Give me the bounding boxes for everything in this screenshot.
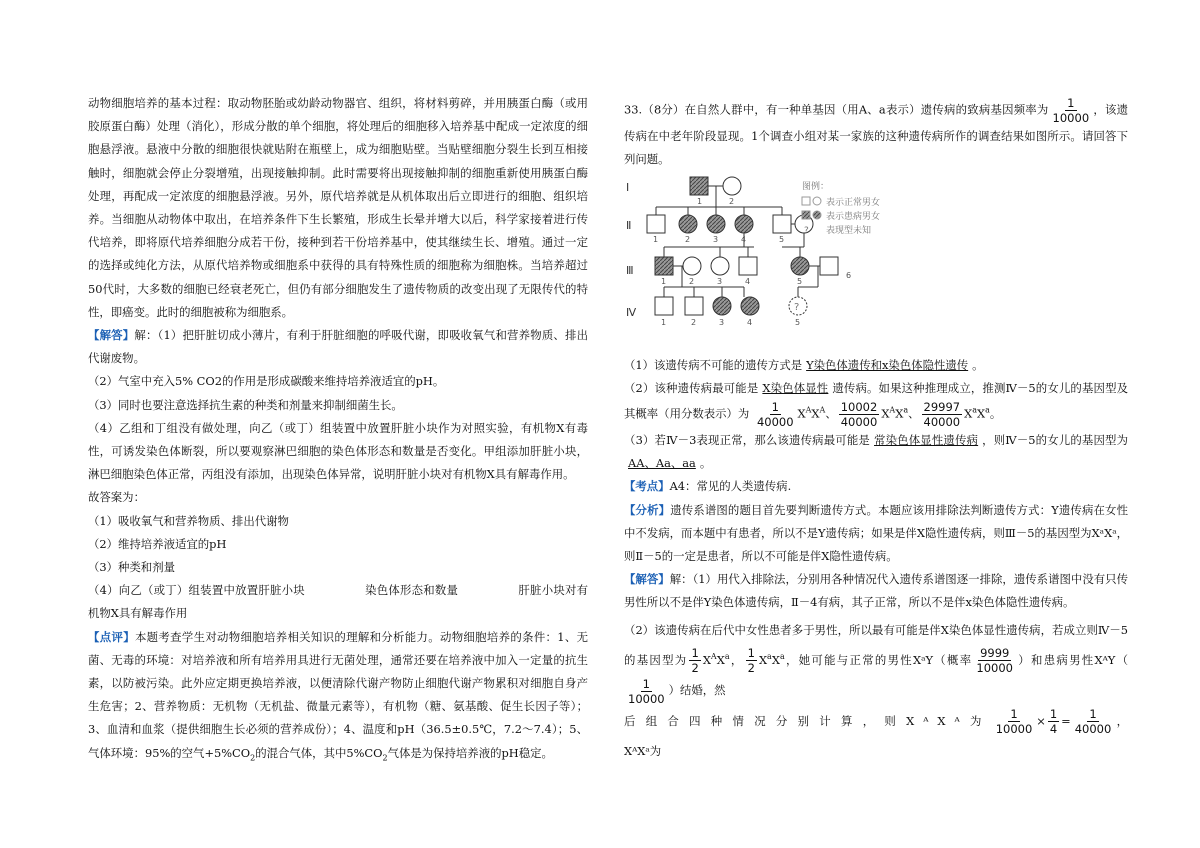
svg-text:1: 1 (653, 235, 659, 245)
answer-paragraph-1: 【解答】解：（1）把肝脏切成小薄片，有利于肝脏细胞的呼吸代谢，即吸收氧气和营养物质、排出代谢废物。 (88, 328, 588, 366)
review-paragraph: 【点评】本题考查学生对动物细胞培养相关知识的理解和分析能力。动物细胞培养的条件：1、无菌、无毒的环境：对培养液和所有培养用具进行无菌处理，通常还要在培养液中加入一定量的抗生素，以防被污染。此外应定期更换培养液，以便清除代谢产物防止细胞代谢产物累积对细胞自身产生危害；2、营养物质：无机物（无机盐、微量元素等），有机物（糖、氨基酸、促生长因子等）；3、血清和血浆（提供细胞生长必须的营养成份）；4、温度和pH（36.5±0.5℃，7.2～7.4）；5、气体环境：95%的空气$+5\%CO_2$的混合气体，其中$5\%CO_2$气体是为保持培养液的pH稳定。 (88, 629, 588, 762)
svg-text:4: 4 (747, 318, 753, 328)
svg-text:3: 3 (713, 235, 719, 245)
fraction-3: $\frac{29997}{40000}$ (923, 400, 961, 430)
svg-text:?: ? (794, 302, 800, 314)
svg-text:6: 6 (846, 271, 852, 281)
knowledge-point: 【考点】A4：常见的人类遗传病. (624, 479, 792, 494)
svg-text:2: 2 (685, 235, 691, 245)
fraction-2: $\frac{10002}{40000}$ (840, 400, 878, 430)
legend-unknown: 表现型未知 (826, 226, 872, 237)
gen-label-2: Ⅱ (626, 219, 632, 233)
pedigree-chart (624, 173, 924, 341)
question-33: 33.（8分）在自然人群中，有一种单基因（用A、a表示）遗传病的致病基因频率为 $\frac{1}{10000}$ ，该遗传病在中老年阶段显现。1个调查小组对某一家族的这种遗传病所作的调查结果如图所示。请回答下列问题。 (624, 96, 1128, 167)
question-part-3: （3）若Ⅳ－3表现正常，那么该遗传病最可能是 常染色体显性遗传病 ，则Ⅳ－5的女儿的基因型为AA、Aa、aa 。 (624, 433, 1128, 471)
svg-text:5: 5 (797, 277, 803, 287)
legend-affected: 表示患病男女 (826, 212, 881, 223)
svg-text:3: 3 (719, 318, 725, 328)
svg-text:1: 1 (697, 197, 703, 207)
paragraph-intro: 动物细胞培养的基本过程：取动物胚胎或幼龄动物器官、组织，将材料剪碎，并用胰蛋白酶（或用胶原蛋白酶）处理（消化），形成分散的单个细胞，将处理后的细胞移入培养基中配成一定浓度的细胞悬浮液。悬液中分散的细胞很快就贴附在瓶壁上，成为细胞贴壁。当贴壁细胞分裂生长到互相接触时，细胞就会停止分裂增殖，出现接触抑制。此时需要将出现接触抑制的细胞重新使用胰蛋白酶处理，再配成一定浓度的细胞悬浮液。另外，原代培养就是从机体取出后立即进行的细胞、组织培养。当细胞从动物体中取出，在培养条件下生长繁殖，形成生长晕并增大以后，科学家接着进行传代培养，即将原代培养细胞分成若干份，接种到若干份培养基中，使其继续生长、增殖。通过一定的选择或纯化方法，从原代培养物或细胞系中获得的具有特殊性质的细胞称为细胞株。当培养超过50代时，大多数的细胞已经衰老死亡，但仍有部分细胞发生了遗传物质的改变出现了无限传代的特性，即癌变。此时的细胞被称为细胞系。 (88, 96, 588, 319)
svg-text:4: 4 (741, 235, 747, 245)
question-part-2: （2）该种遗传病最可能是 X染色体显性 遗传病。如果这种推理成立，推测Ⅳ－5的女儿的基因型及其概率（用分数表示）为 $\frac{1}{40000}$ $X^AX^A$、 $\frac{10002}{40000}$ $X^AX^a$、 $\frac{29997}{40000}$ $X^aX^a$。 (624, 380, 1128, 430)
final-answer-3: （3）种类和剂量 (88, 560, 175, 575)
left-column (88, 92, 588, 765)
answer-paragraph-4: （4）乙组和丁组没有做处理，向乙（或丁）组装置中放置肝脏小块作为对照实验，有机物X有毒性，可诱发染色体断裂，所以要观察淋巴细胞的染色体形态和数量是否变化。甲组添加肝脏小块，淋巴细胞染色体正常，丙组没有添加，出现染色体异常，说明肝脏小块对有机物X具有解毒作用。 (88, 420, 588, 482)
final-answer-2: （2）维持培养液适宜的pH (88, 536, 227, 551)
svg-text:2: 2 (689, 277, 695, 287)
svg-text:?: ? (804, 226, 809, 237)
gen-label-4: Ⅳ (626, 306, 637, 320)
svg-text:5: 5 (795, 318, 801, 328)
solution-1: 【解答】解：（1）用代入排除法，分别用各种情况代入遗传系谱图逐一排除，遗传系谱图中没有只传男性所以不是伴Y染色体遗传病，Ⅱ－4有病，其子正常，所以不是伴x染色体隐性遗传病。 (624, 572, 1128, 610)
solution-3: 后组合四种情况分别计算，则XᴬXᴬ为 $\frac{1}{10000}$ × $\frac{1}{4}$ = $\frac{1}{40000}$ ，XᴬXᵃ为 (624, 707, 1128, 759)
svg-text:4: 4 (745, 277, 751, 287)
right-column (624, 96, 1128, 766)
final-answer-1: （1）吸收氧气和营养物质、排出代谢物 (88, 513, 289, 528)
review-tag: 【点评】 (88, 629, 135, 644)
legend-normal: 表示正常男女 (826, 198, 881, 209)
final-answer-label: 故答案为： (88, 490, 145, 505)
gen-label-3: Ⅲ (626, 264, 634, 278)
svg-text:1: 1 (661, 277, 667, 287)
svg-text:5: 5 (779, 235, 785, 245)
gen-label-1: Ⅰ (626, 181, 630, 195)
svg-text:3: 3 (717, 277, 723, 287)
solution-2: （2）该遗传病在后代中女性患者多于男性，所以最有可能是伴X染色体显性遗传病，若成立则Ⅳ－5的基因型为 $\frac{1}{2}$ $X^AX^a$， $\frac{1}{2}$ $X^aX^a$，她可能与正常的男性XᵃY（概率 $\frac{9999}{10000}$ ）和患病男性XᴬY（ $\frac{1}{10000}$ ）结婚，然 (624, 622, 1128, 706)
question-part-1: （1）该遗传病不可能的遗传方式是 Y染色体遗传和x染色体隐性遗传 。 (624, 357, 984, 372)
answer-paragraph-2: （2）气室中充入5% CO2的作用是形成碳酸来维持培养液适宜的pH。 (88, 374, 445, 389)
answer-paragraph-3: （3）同时也要注意选择抗生素的种类和剂量来抑制细菌生长。 (88, 397, 403, 412)
svg-text:2: 2 (691, 318, 697, 328)
final-answer-4: （4）向乙（或丁）组装置中放置肝脏小块 染色体形态和数量 肝脏小块对有机物X具有解毒作用 (88, 583, 588, 621)
svg-text:2: 2 (729, 197, 735, 207)
fraction-1: $\frac{1}{40000}$ (756, 400, 794, 430)
fraction: $\frac{1}{10000}$ (1052, 96, 1090, 125)
svg-text:1: 1 (661, 318, 667, 328)
legend-title: 图例： (802, 182, 830, 193)
analysis: 【分析】遗传系谱图的题目首先要判断遗传方式。本题应该用排除法判断遗传方式：Y遗传病在女性中不发病，而本题中有患者，所以不是Y遗传病；如果是伴X隐性遗传病，则Ⅲ－5的基因型为XᵃXᵃ，则Ⅱ－5的一定是患者，所以不可能是伴X隐性遗传病。 (624, 502, 1128, 564)
answer-tag: 【解答】 (88, 328, 135, 343)
